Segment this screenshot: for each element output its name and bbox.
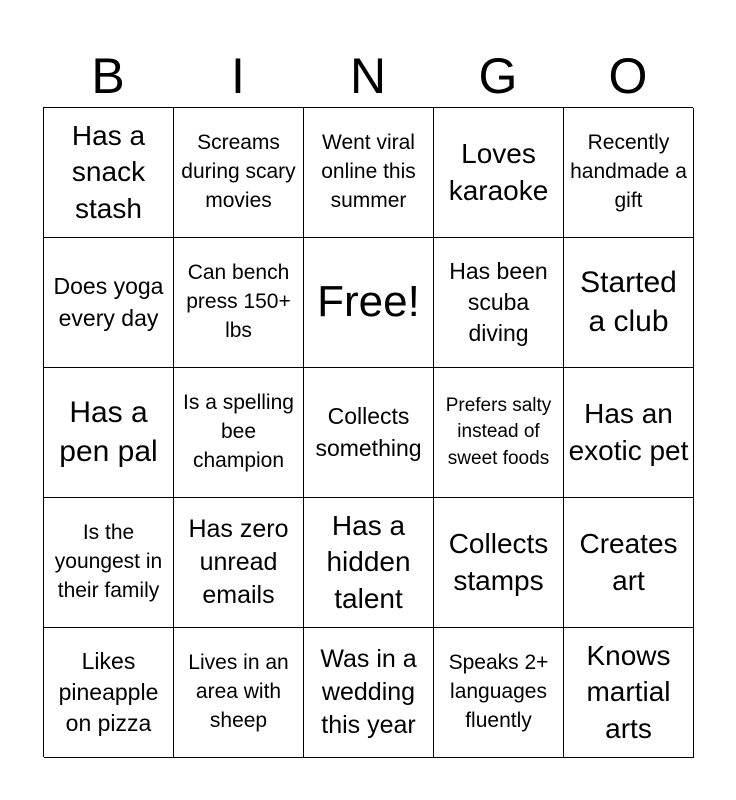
bingo-cell-text: Has a snack stash (71, 119, 146, 224)
bingo-cell-text: Knows martial arts (586, 639, 671, 744)
bingo-cell[interactable] (174, 628, 304, 758)
header-letter-n: N (349, 48, 387, 104)
bingo-cell[interactable] (434, 498, 564, 628)
bingo-cell-text: Free! (317, 277, 420, 327)
bingo-cell[interactable] (44, 628, 174, 758)
bingo-cell-text: Screams during scary movies (181, 131, 296, 212)
bingo-cell-text: Can bench press 150+ lbs (186, 261, 291, 342)
bingo-cell[interactable] (564, 498, 694, 628)
header-letter-o: O (608, 48, 648, 104)
bingo-cell[interactable] (304, 108, 434, 238)
bingo-header (43, 44, 693, 108)
bingo-cell[interactable] (304, 498, 434, 628)
bingo-cell[interactable] (44, 108, 174, 238)
bingo-cell-text: Prefers salty instead of sweet foods (445, 395, 552, 469)
free-space-cell[interactable] (304, 368, 434, 498)
bingo-cell[interactable] (434, 238, 564, 368)
bingo-cell[interactable] (44, 498, 174, 628)
bingo-cell-text: Has been scuba diving (449, 257, 548, 347)
bingo-cell-text: Went viral online this summer (321, 131, 416, 212)
bingo-cell[interactable] (174, 238, 304, 368)
bingo-cell-text: Has a hidden talent (326, 509, 411, 614)
header-letter-g: G (478, 48, 518, 104)
bingo-cell[interactable] (564, 238, 694, 368)
bingo-cell-text: Started a club (580, 266, 677, 338)
bingo-cell-text: Lives in an area with sheep (188, 651, 289, 732)
bingo-cell-text: Recently handmade a gift (570, 131, 687, 212)
bingo-cell[interactable] (564, 368, 694, 498)
bingo-cell[interactable] (174, 108, 304, 238)
bingo-cell-text: Is a spelling bee champion (183, 391, 294, 472)
bingo-cell-text: Has zero unread emails (188, 514, 289, 610)
bingo-cell-text: Is the youngest in their family (54, 521, 163, 602)
bingo-cell[interactable] (434, 368, 564, 498)
bingo-cell[interactable] (44, 238, 174, 368)
bingo-cell-text: Likes pineapple on pizza (58, 647, 159, 737)
bingo-cell[interactable] (564, 108, 694, 238)
bingo-cell-text: Has an exotic pet (568, 398, 689, 466)
bingo-cell-text: Creates art (579, 528, 678, 596)
bingo-cell-text: Collects something (315, 403, 422, 461)
header-letter-b: B (91, 48, 125, 104)
bingo-cell-text: Loves karaoke (448, 138, 549, 206)
bingo-cell-text: Was in a wedding this year (320, 644, 417, 740)
bingo-cell[interactable] (304, 628, 434, 758)
bingo-grid (43, 107, 693, 757)
bingo-cell-text: Speaks 2+ languages fluently (448, 651, 549, 732)
bingo-cell-text: Does yoga every day (53, 273, 164, 331)
bingo-cell[interactable] (564, 628, 694, 758)
bingo-cell-text: Collects stamps (448, 528, 549, 596)
bingo-cell[interactable] (44, 368, 174, 498)
bingo-cell[interactable] (174, 368, 304, 498)
bingo-cell-text: Has a pen pal (59, 396, 158, 468)
bingo-cell[interactable] (434, 628, 564, 758)
bingo-cell[interactable] (304, 238, 434, 368)
header-letter-i: I (231, 48, 245, 104)
bingo-cell[interactable] (174, 498, 304, 628)
bingo-cell[interactable] (434, 108, 564, 238)
